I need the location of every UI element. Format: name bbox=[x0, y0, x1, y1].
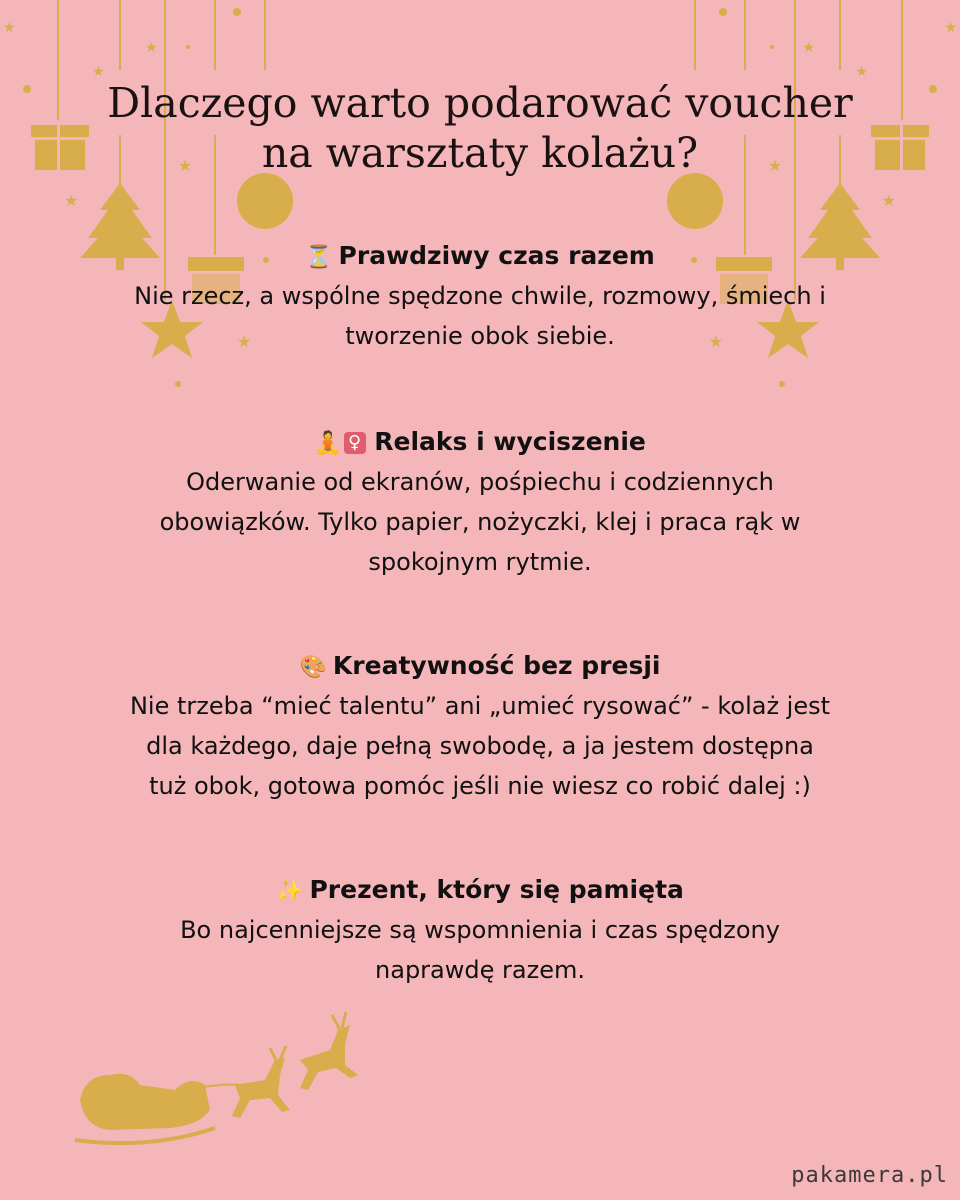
title-line-1: Dlaczego warto podarować voucher bbox=[107, 79, 853, 127]
section-text: obowiązków. Tylko papier, nożyczki, klej i praca rąk w bbox=[159, 508, 801, 536]
section-memorable-gift bbox=[40, 872, 920, 990]
meditation-icon: 🧘 bbox=[314, 431, 342, 456]
sleigh-reindeer-icon bbox=[75, 1012, 358, 1143]
section-text: tuż obok, gotowa pomóc jeśli nie wiesz co robić dalej :) bbox=[149, 772, 811, 800]
section-heading: Prawdziwy czas razem bbox=[338, 241, 655, 270]
section-text: Nie rzecz, a wspólne spędzone chwile, rozmowy, śmiech i bbox=[134, 282, 826, 310]
section-text: Oderwanie od ekranów, pośpiechu i codziennych bbox=[186, 468, 774, 496]
section-text: Nie trzeba “mieć talentu” ani „umieć rysować” - kolaż jest bbox=[129, 692, 831, 720]
palette-icon: 🎨 bbox=[299, 655, 327, 680]
section-text: spokojnym rytmie. bbox=[368, 548, 592, 576]
section-text: Bo najcenniejsze są wspomnienia i czas spędzony bbox=[180, 916, 780, 944]
watermark: pakamera.pl bbox=[791, 1163, 948, 1188]
section-relax bbox=[40, 424, 920, 582]
section-creativity bbox=[40, 648, 920, 806]
hourglass-icon: ⏳ bbox=[305, 245, 333, 270]
section-text: naprawdę razem. bbox=[375, 956, 585, 984]
sparkles-icon: ✨ bbox=[276, 879, 304, 904]
section-heading: Kreatywność bez presji bbox=[332, 651, 661, 680]
section-text: tworzenie obok siebie. bbox=[345, 322, 615, 350]
page-title bbox=[0, 78, 960, 178]
section-time-together bbox=[40, 238, 920, 356]
title-line-2: na warsztaty kolażu? bbox=[261, 129, 699, 177]
female-sign-icon: ♀ bbox=[344, 432, 366, 454]
section-heading: Relaks i wyciszenie bbox=[374, 427, 646, 456]
section-heading: Prezent, który się pamięta bbox=[309, 875, 684, 904]
section-text: dla każdego, daje pełną swobodę, a ja jestem dostępna bbox=[146, 732, 814, 760]
